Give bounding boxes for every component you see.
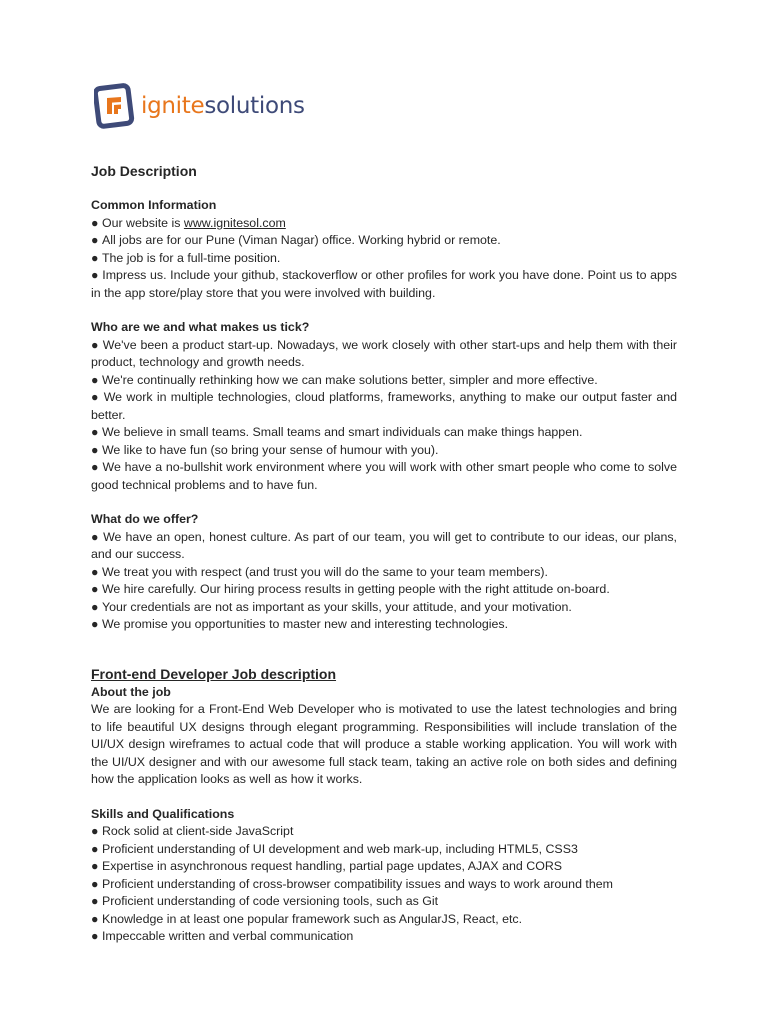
- who-item: ● We're continually rethinking how we can make solutions better, simpler and more effective.: [91, 372, 677, 390]
- common-item: ● All jobs are for our Pune (Viman Nagar) office. Working hybrid or remote.: [91, 232, 677, 250]
- skill-item: ● Impeccable written and verbal communication: [91, 928, 677, 946]
- skill-item: ● Expertise in asynchronous request handling, partial page updates, AJAX and CORS: [91, 858, 677, 876]
- who-item: ● We believe in small teams. Small teams and smart individuals can make things happen.: [91, 424, 677, 442]
- company-logo: [94, 82, 305, 130]
- about-text: We are looking for a Front-End Web Developer who is motivated to use the latest technologies and bring to life beautiful UX designs through elegant programming. Responsibilities will include translation of the UI/UX design wireframes to actual code that will produce a stable working application. You will work with the UI/UX designer and with our awesome full stack team, taking an active role on both sides and defining how the application looks as well as how it works.: [91, 702, 677, 786]
- offer-heading: What do we offer?: [91, 512, 199, 526]
- who-item: ● We've been a product start-up. Nowadays, we work closely with other start-ups and help them with their product, technology and growth needs.: [91, 337, 677, 372]
- brand-name: [141, 93, 305, 119]
- common-item: ● Impress us. Include your github, stackoverflow or other profiles for work you have done. Point us to apps in the app store/play store that you were involved with building.: [91, 267, 677, 302]
- who-item: ● We have a no-bullshit work environment where you will work with other smart people who come to solve good technical problems and to have fun.: [91, 459, 677, 494]
- page-title: Job Description: [91, 163, 197, 179]
- offer-item: ● Your credentials are not as important as your skills, your attitude, and your motivation.: [91, 599, 677, 617]
- skill-item: ● Rock solid at client-side JavaScript: [91, 823, 677, 841]
- website-item: [91, 215, 677, 233]
- common-info-heading: Common Information: [91, 198, 217, 212]
- skill-item: ● Proficient understanding of UI development and web mark-up, including HTML5, CSS3: [91, 841, 677, 859]
- document-body: [91, 158, 677, 946]
- website-prefix: Our website is: [101, 215, 184, 230]
- frontend-title: Front-end Developer Job description: [91, 665, 337, 682]
- ignite-logo-icon: [94, 83, 136, 129]
- who-heading: Who are we and what makes us tick?: [91, 320, 310, 334]
- skills-heading: Skills and Qualifications: [91, 806, 235, 821]
- offer-item: ● We have an open, honest culture. As part of our team, you will get to contribute to our ideas, our plans, and our success.: [91, 529, 677, 564]
- common-item: ● The job is for a full-time position.: [91, 250, 677, 268]
- skill-item: ● Knowledge in at least one popular framework such as AngularJS, React, etc.: [91, 911, 677, 929]
- skill-item: ● Proficient understanding of cross-browser compatibility issues and ways to work around them: [91, 876, 677, 894]
- who-item: ● We like to have fun (so bring your sense of humour with you).: [91, 442, 677, 460]
- website-link[interactable]: www.ignitesol.com: [183, 215, 286, 230]
- skill-item: ● Proficient understanding of code versioning tools, such as Git: [91, 893, 677, 911]
- about-heading: About the job: [91, 684, 171, 699]
- brand-name-solutions: solutions: [204, 93, 305, 119]
- offer-item: ● We hire carefully. Our hiring process results in getting people with the right attitude on-board.: [91, 581, 677, 599]
- offer-item: ● We promise you opportunities to master new and interesting technologies.: [91, 616, 677, 634]
- offer-item: ● We treat you with respect (and trust you will do the same to your team members).: [91, 564, 677, 582]
- brand-name-ignite: ignite: [141, 93, 205, 119]
- who-item: ● We work in multiple technologies, cloud platforms, frameworks, anything to make our output faster and better.: [91, 389, 677, 424]
